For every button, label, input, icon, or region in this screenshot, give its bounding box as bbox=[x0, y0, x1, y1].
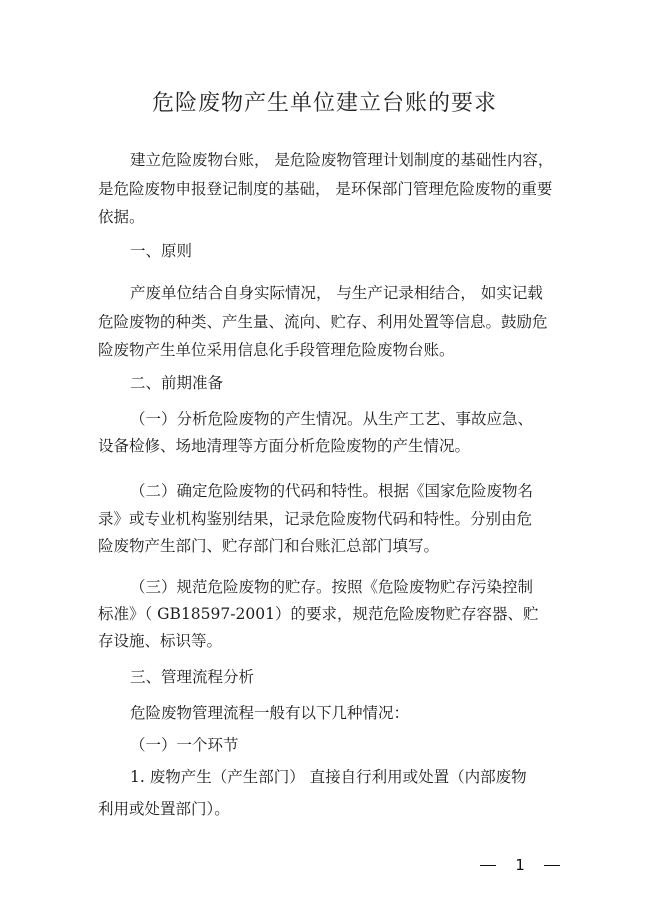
paragraph-line: （一）分析危险废物的产生情况。从生产工艺、事故应急、 bbox=[130, 410, 534, 428]
paragraph-line: 产废单位结合自身实际情况， 与生产记录相结合， 如实记载 bbox=[130, 284, 543, 302]
paragraph-line: 险废物产生单位采用信息化手段管理危险废物台账。 bbox=[98, 341, 455, 359]
paragraph-line: 危险废物管理流程一般有以下几种情况： bbox=[130, 704, 410, 722]
page-footer bbox=[480, 856, 560, 874]
page-number: 1 bbox=[515, 856, 525, 874]
section-heading: 三、管理流程分析 bbox=[130, 668, 255, 686]
paragraph-line: 是危险废物申报登记制度的基础， 是环保部门管理危险废物的重要 bbox=[98, 180, 553, 198]
paragraph-line: 建立危险废物台账， 是危险废物管理计划制度的基础性内容， bbox=[130, 151, 554, 169]
section-heading: 一、原则 bbox=[130, 242, 193, 260]
footer-dash-left bbox=[480, 865, 496, 866]
paragraph-line: 标准》（ GB18597-2001）的要求，规范危险废物贮存容器、贮 bbox=[98, 605, 539, 623]
paragraph-line: 险废物产生部门、贮存部门和台账汇总部门填写。 bbox=[98, 537, 440, 555]
subsection-heading: （一）一个环节 bbox=[130, 736, 239, 754]
paragraph-line: 1. 废物产生（产生部门） 直接自行利用或处置（内部废物 bbox=[130, 768, 527, 786]
paragraph-line: 利用或处置部门）。 bbox=[98, 800, 230, 818]
footer-dash-right bbox=[544, 865, 560, 866]
paragraph-line: （三）规范危险废物的贮存。按照《危险废物贮存污染控制 bbox=[130, 578, 534, 596]
document-title: 危险废物产生单位建立台账的要求 bbox=[151, 91, 497, 116]
paragraph-line: 存设施、标识等。 bbox=[98, 632, 223, 650]
paragraph-line: （二）确定危险废物的代码和特性。根据《国家危险废物名 bbox=[130, 482, 534, 500]
paragraph-line: 依据。 bbox=[98, 208, 145, 226]
paragraph-line: 录》或专业机构鉴别结果，记录危险废物代码和特性。分别由危 bbox=[98, 510, 533, 528]
paragraph-line: 危险废物的种类、产生量、流向、贮存、利用处置等信息。鼓励危 bbox=[98, 313, 548, 331]
paragraph-line: 设备检修、场地清理等方面分析危险废物的产生情况。 bbox=[98, 437, 471, 455]
section-heading: 二、前期准备 bbox=[130, 374, 224, 392]
